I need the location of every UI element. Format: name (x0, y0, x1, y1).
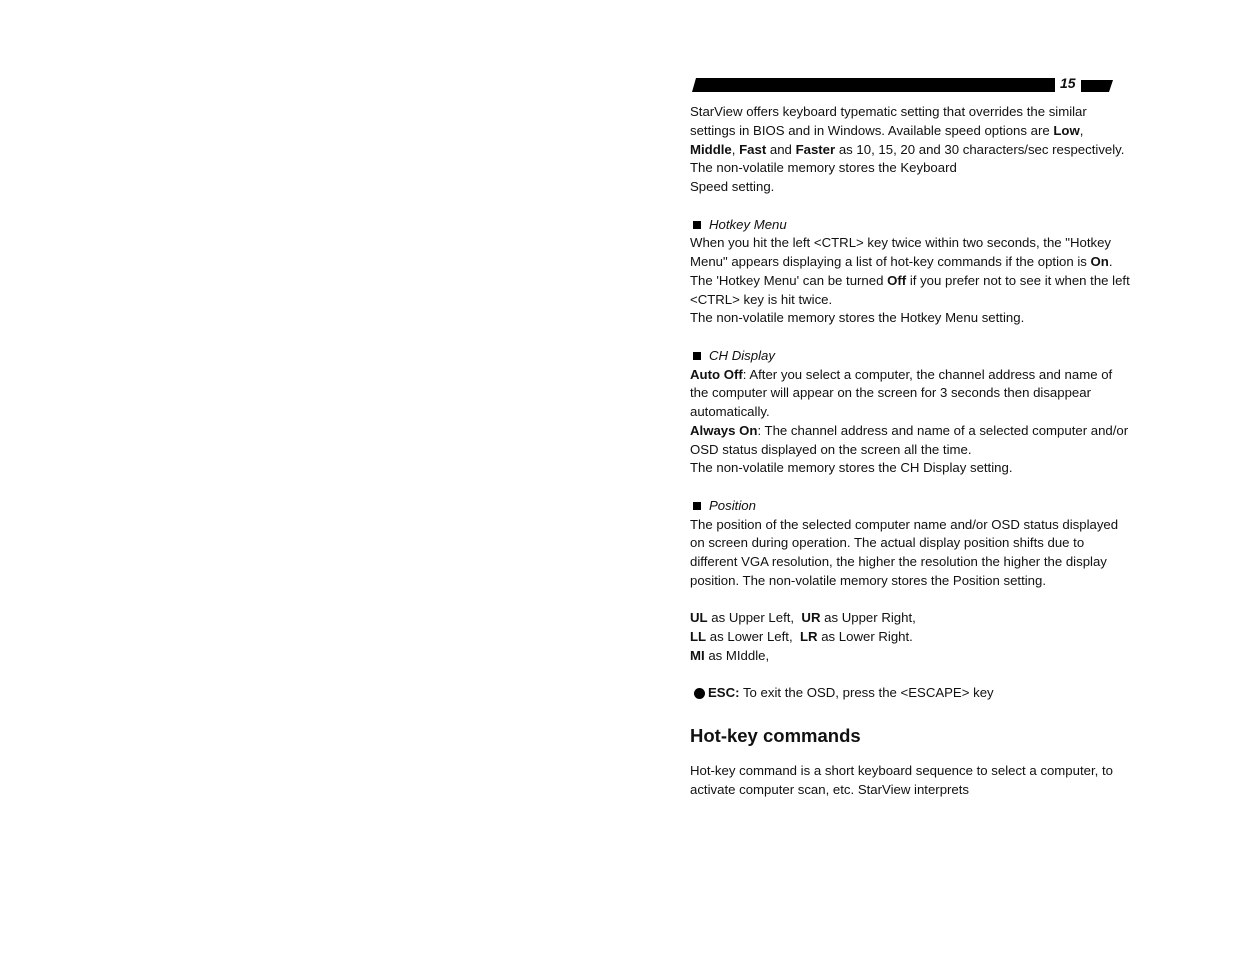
hotkey-commands-title: Hot-key commands (690, 725, 861, 746)
hotkey-menu-heading-text: Hotkey Menu (709, 216, 787, 232)
option-low: Low (1053, 122, 1080, 138)
always-on-text: : The channel address and name of a selected computer and/or OSD status displayed on the screen all the time. (690, 422, 1129, 457)
keyboard-speed-text: as 10, 15, 20 and 30 characters/sec respectively. The non-volatile memory stores the Keyboard (690, 141, 1125, 176)
option-off: Off (887, 272, 907, 288)
position-ur: UR (801, 610, 821, 626)
position-paragraph: The position of the selected computer name and/or OSD status displayed on screen during operation. The actual display position shifts due to different VGA resolution, the higher the resolution the higher the display position. The non-volatile memory stores the Position setting. (690, 516, 1119, 588)
option-middle: Middle (690, 141, 732, 157)
keyboard-speed-line: Speed setting. (690, 179, 775, 194)
hotkey-menu-text: When you hit the left <CTRL> key twice within two seconds, the "Hotkey Menu" appears displaying a list of hot-key commands if the option is (690, 235, 1112, 269)
position-heading-text: Position (709, 497, 756, 513)
position-lr: LR (799, 629, 818, 644)
esc-label: ESC: (708, 685, 740, 701)
square-bullet-icon (693, 352, 701, 360)
position-mi-text: as MIddle, (704, 647, 770, 663)
hotkey-menu-heading (690, 216, 1130, 235)
option-faster: Faster (795, 141, 836, 157)
position-lr-text: as Lower Right. (817, 629, 913, 644)
separator: and (766, 141, 796, 157)
ch-display-heading (690, 347, 1130, 366)
position-ll-lr (690, 628, 1130, 647)
header-bar-right (1081, 80, 1113, 92)
position-mi (690, 647, 1130, 666)
hotkey-menu-memory: The non-volatile memory stores the Hotkey Menu setting. (690, 310, 1025, 326)
round-bullet-icon (694, 688, 705, 699)
option-on: On (1090, 254, 1109, 269)
keyboard-speed-paragraph (690, 103, 1130, 178)
auto-off-paragraph (690, 366, 1130, 422)
always-on-label: Always On (690, 422, 758, 438)
separator: , (731, 141, 740, 157)
always-on-paragraph (690, 422, 1130, 460)
hotkey-commands-paragraph: Hot-key command is a short keyboard sequence to select a computer, to activate computer scan, etc. StarView interprets (690, 763, 1113, 797)
separator: , (1079, 122, 1084, 138)
option-fast: Fast (739, 141, 767, 157)
position-ul-text: as Upper Left, (707, 610, 802, 626)
keyboard-speed-text: StarView offers keyboard typematic setting that overrides the similar settings in BIOS and in Windows. Available speed options are (690, 104, 1087, 138)
page-header-bar (692, 77, 1114, 93)
square-bullet-icon (693, 221, 701, 229)
position-heading (690, 497, 1130, 516)
page-body (690, 103, 1130, 800)
page-number: 15 (1060, 75, 1076, 91)
square-bullet-icon (693, 502, 701, 510)
position-mi-label: MI (690, 647, 705, 663)
position-ll-text: as Lower Left, (706, 629, 800, 644)
position-ur-text: as Upper Right, (820, 610, 916, 626)
esc-paragraph (690, 684, 1130, 703)
hotkey-menu-paragraph (690, 234, 1130, 309)
hotkey-menu-text: if you prefer not to see it when the left <CTRL> key is hit twice. (690, 272, 1130, 307)
manual-page (690, 0, 1130, 954)
auto-off-label: Auto Off (690, 366, 743, 382)
esc-text: To exit the OSD, press the <ESCAPE> key (739, 685, 994, 701)
position-ll: LL (690, 629, 707, 644)
position-ul-ur (690, 609, 1130, 628)
header-bar-left (692, 78, 1055, 92)
hotkey-menu-text: . The 'Hotkey Menu' can be turned (690, 254, 1113, 288)
position-ul: UL (690, 610, 708, 626)
auto-off-text: : After you select a computer, the channel address and name of the computer will appear on the screen for 3 seconds then disappear automatically. (690, 366, 1113, 419)
ch-display-memory: The non-volatile memory stores the CH Display setting. (690, 460, 1013, 476)
ch-display-heading-text: CH Display (709, 347, 775, 363)
